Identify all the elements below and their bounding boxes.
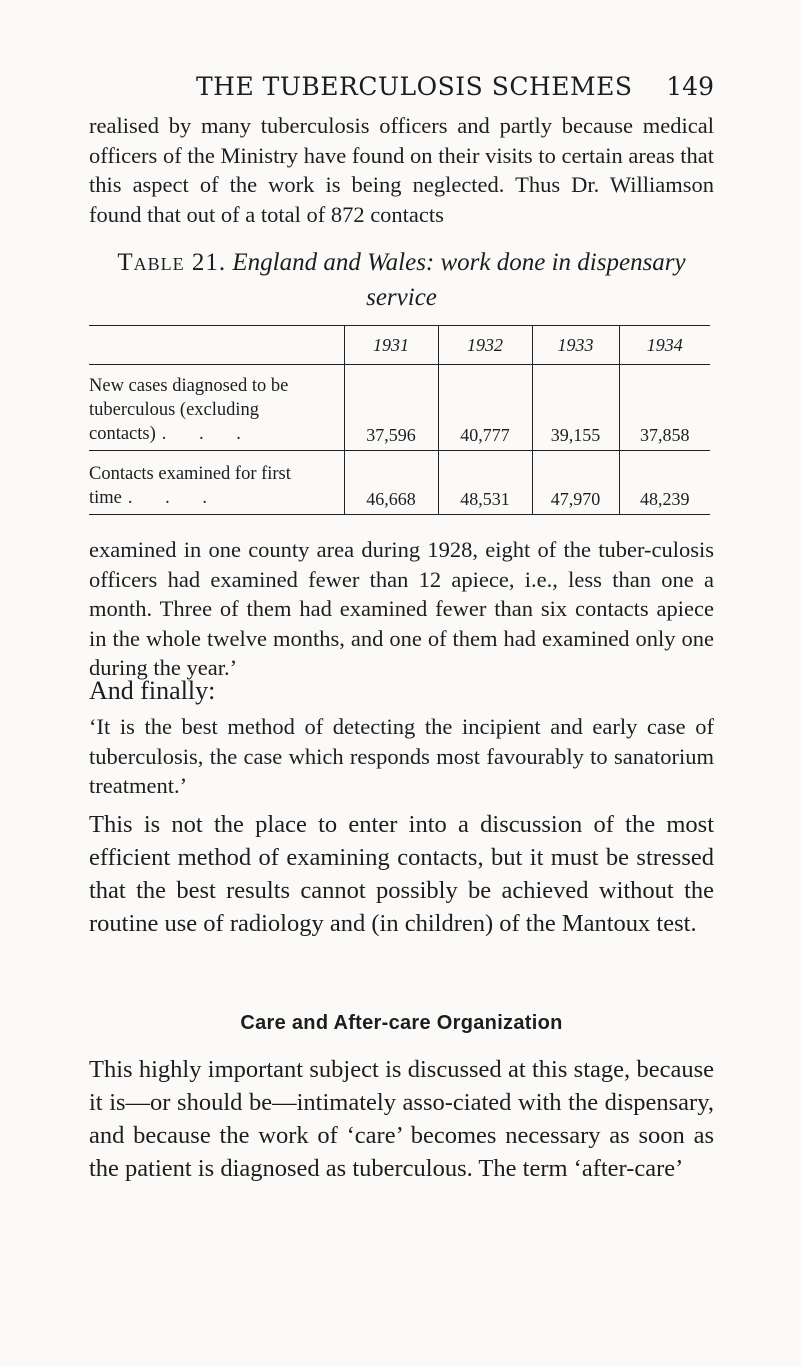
table-cell: 39,155	[532, 365, 619, 451]
paragraph-intro: realised by many tuberculosis officers and partly because medical officers of the Ministry have found on their visits to certain areas that this aspect of the work is being neglected. Thus Dr. Williamson found that out of a total of 872 contacts	[89, 113, 714, 227]
table-row	[89, 365, 710, 451]
table-header-row	[89, 326, 710, 365]
table-header-year: 1932	[438, 326, 532, 365]
row-label-cell	[89, 365, 344, 451]
running-title: THE TUBERCULOSIS SCHEMES	[196, 72, 633, 101]
table-cell: 37,596	[344, 365, 438, 451]
table-header-blank	[89, 326, 344, 365]
table-caption	[89, 245, 714, 315]
section-heading: Care and After-care Organization	[240, 1012, 563, 1034]
and-finally-line: And finally:	[89, 676, 216, 705]
quote-paragraph: ‘It is the best method of detecting the incipient and early case of tuberculosis, the case which responds most favourably to sanatorium treatment.’	[89, 714, 714, 798]
row-label-cell	[89, 451, 344, 515]
table-caption-title: England and Wales: work done in dispensary service	[232, 249, 686, 311]
table-caption-label: Table 21.	[117, 249, 227, 276]
page-number: 149	[666, 72, 714, 101]
table-header-year: 1933	[532, 326, 619, 365]
paragraph-care: This highly important subject is discussed at this stage, because it is—or should be—intimately asso-ciated with the dispensary, and because the work of ‘care’ becomes necessary as soon as the patient is diagnosed as tuberculous. The term ‘after-care’	[89, 1056, 714, 1182]
table-header-year: 1931	[344, 326, 438, 365]
leader-dots: . . .	[161, 424, 255, 444]
table-cell: 48,239	[619, 451, 710, 515]
dispensary-work-table	[89, 325, 710, 515]
paragraph-discussion: This is not the place to enter into a discussion of the most efficient method of examining contacts, but it must be stressed that the best results cannot possibly be achieved without the routine use of radiology and (in children) of the Mantoux test.	[89, 811, 714, 937]
table-header-year: 1934	[619, 326, 710, 365]
table-cell: 37,858	[619, 365, 710, 451]
leader-dots: . . .	[127, 488, 222, 508]
table-cell: 40,777	[438, 365, 532, 451]
table-row	[89, 451, 710, 515]
table-cell: 48,531	[438, 451, 532, 515]
table-cell: 47,970	[532, 451, 619, 515]
running-head	[0, 72, 801, 112]
table-cell: 46,668	[344, 451, 438, 515]
row-label: New cases diagnosed to be tuberculous (excluding contacts)	[89, 376, 289, 444]
row-label: Contacts examined for first time	[89, 464, 291, 508]
paragraph-examined: examined in one county area during 1928, eight of the tuber-culosis officers had examined fewer than 12 apiece, i.e., less than one a month. Three of them had examined fewer than six contacts apiece in the whole twelve months, and one of them had examined only one during the year.’	[89, 537, 714, 680]
